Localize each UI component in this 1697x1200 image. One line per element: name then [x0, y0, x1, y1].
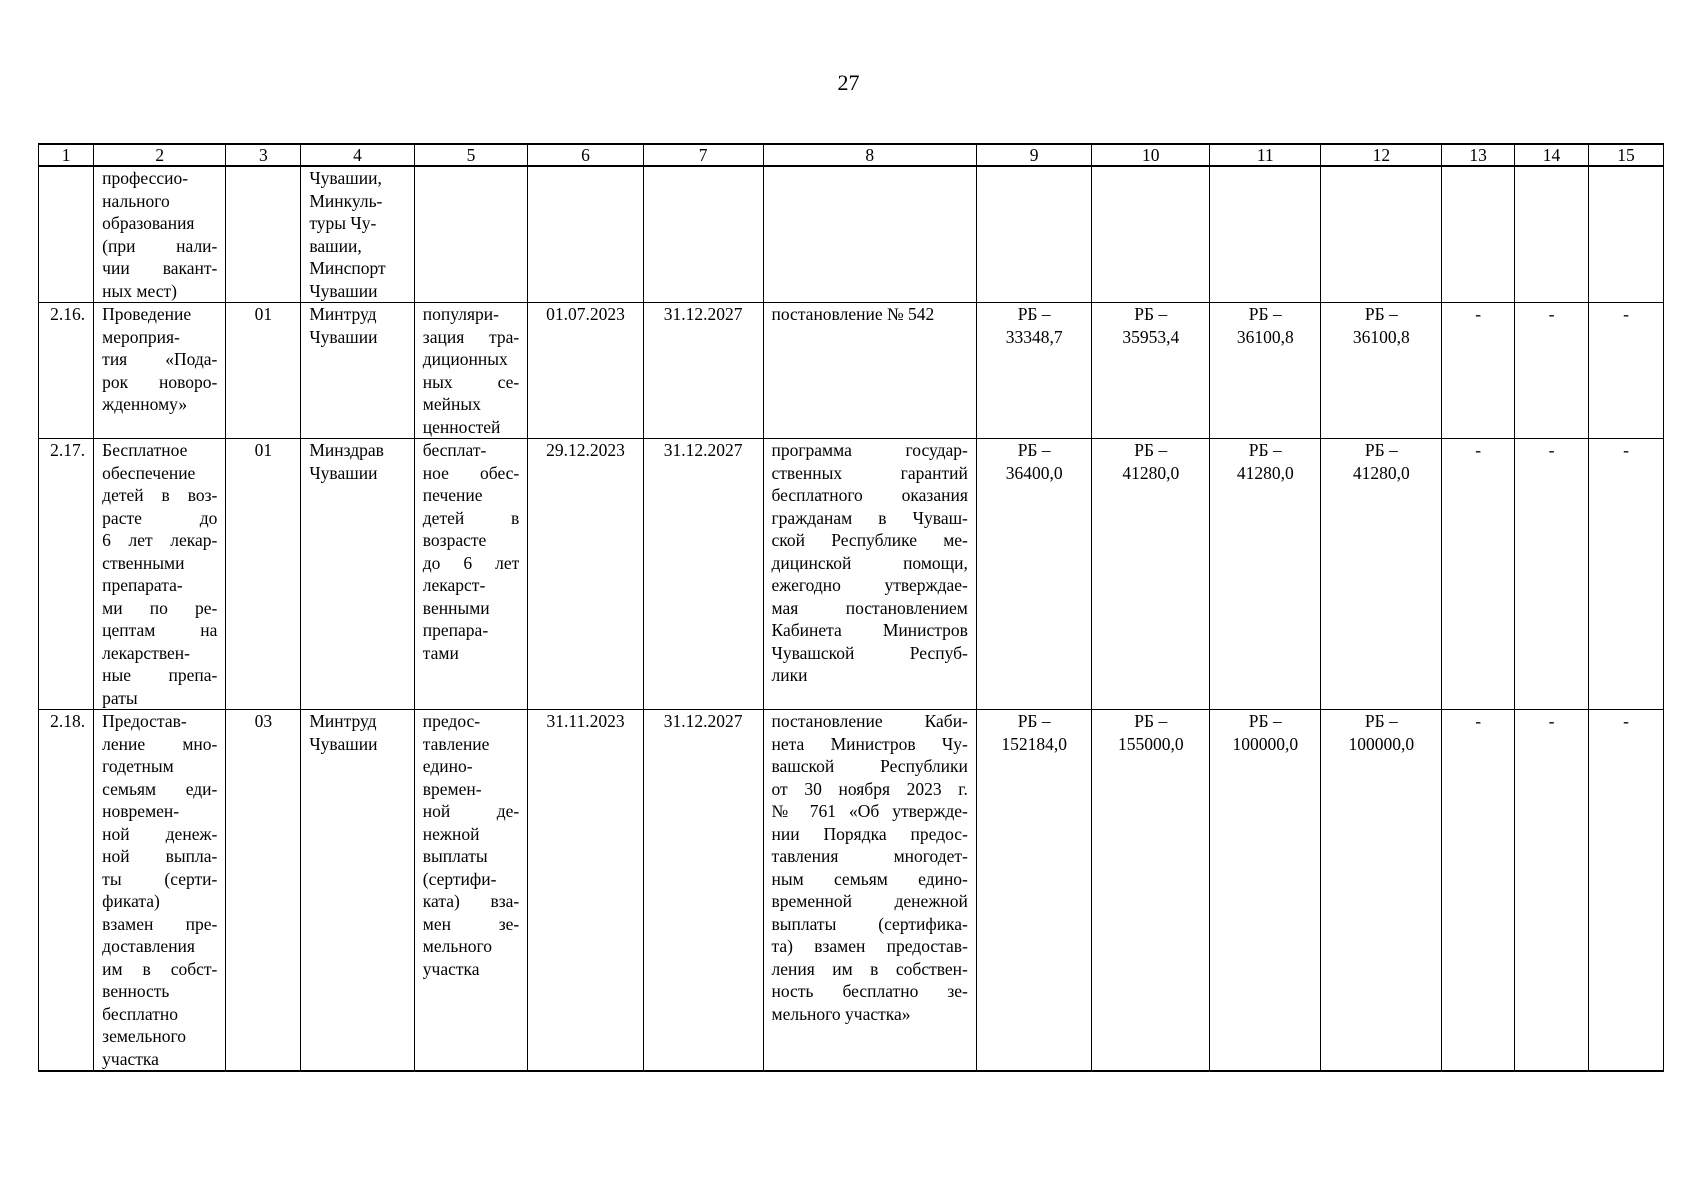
- funding-value: РБ –: [1017, 440, 1051, 460]
- expected-result-line: до 6 лет: [422, 552, 520, 573]
- header-cell: 4: [301, 144, 414, 166]
- funding-value: 41280,0: [1352, 462, 1410, 483]
- measure-name-line: (при нали-: [102, 235, 218, 256]
- expected-result-line: ное обес-: [422, 462, 520, 483]
- legal-document-line: постановление № 542: [771, 304, 935, 324]
- funding-v10: [1092, 439, 1210, 710]
- expected-result-line: нежной: [422, 823, 480, 844]
- funding-value: 41280,0: [1236, 462, 1294, 483]
- executor: [301, 166, 414, 303]
- legal-document-line: бесплатного оказания: [771, 485, 968, 505]
- expected-result-line: тами: [422, 642, 459, 663]
- expected-result-line: предос-: [422, 711, 481, 731]
- funding-v9: [976, 439, 1092, 710]
- measure-name-line: расте до: [102, 507, 218, 528]
- funding-value: РБ –: [1248, 304, 1282, 324]
- legal-document-line: ской Республике ме-: [771, 530, 968, 550]
- expected-result-line: препара-: [422, 620, 489, 640]
- funding-v12: [1321, 439, 1442, 710]
- measure-name-line: 6 лет лекар-: [102, 530, 218, 550]
- funding-value: 100000,0: [1348, 733, 1415, 754]
- funding-v13: -: [1442, 303, 1515, 439]
- funding-v9: [976, 710, 1092, 1072]
- funding-v10: [1092, 303, 1210, 439]
- measure-name-line: ми по ре-: [102, 597, 218, 618]
- legal-document-line: мельного участка»: [771, 1003, 911, 1024]
- measure-name-line: ты (серти-: [102, 868, 218, 889]
- funding-v11: [1210, 439, 1321, 710]
- executor: [301, 303, 414, 439]
- legal-document-line: постановление Каби-: [771, 711, 968, 731]
- executor-line: Минтруд: [309, 304, 377, 324]
- legal-document-line: временной денежной: [771, 891, 968, 911]
- expected-result: [414, 710, 527, 1072]
- measure-name: [94, 710, 226, 1072]
- funding-v11: [1210, 710, 1321, 1072]
- measure-name-line: земельного: [102, 1026, 187, 1046]
- funding-v12: [1321, 303, 1442, 439]
- funding-value: РБ –: [1248, 440, 1282, 460]
- funding-v15: -: [1588, 439, 1663, 710]
- funding-value: РБ –: [1364, 304, 1398, 324]
- funding-v15: -: [1588, 303, 1663, 439]
- measure-name-line: раты: [102, 687, 138, 708]
- funding-value: РБ –: [1134, 440, 1168, 460]
- header-cell: 15: [1588, 144, 1663, 166]
- funding-value: 100000,0: [1232, 733, 1299, 754]
- measure-name-line: взамен пре-: [102, 913, 218, 934]
- measure-name: [94, 439, 226, 710]
- header-cell: 14: [1515, 144, 1589, 166]
- funding-value: 41280,0: [1122, 462, 1180, 483]
- measure-name-line: ление мно-: [102, 733, 218, 754]
- funding-value: РБ –: [1134, 711, 1168, 731]
- measure-name-line: тия «Пода-: [102, 349, 218, 369]
- legal-document-line: нии Порядка предос-: [771, 823, 968, 844]
- legal-document-line: ежегодно утверждае-: [771, 575, 968, 595]
- expected-result-line: диционных: [422, 349, 508, 369]
- legal-document-line: дицинской помощи,: [771, 552, 968, 573]
- measure-name-line: ной выпла-: [102, 846, 218, 866]
- funding-v11: [1210, 166, 1321, 303]
- header-cell: 12: [1321, 144, 1442, 166]
- legal-document-line: тавления многодет-: [771, 846, 968, 866]
- legal-document: [763, 166, 976, 303]
- expected-result-line: ной де-: [422, 801, 520, 821]
- item-number: 2.16.: [39, 303, 94, 439]
- legal-document-line: ность бесплатно зе-: [771, 981, 968, 1001]
- legal-document-line: гражданам в Чуваш-: [771, 507, 968, 528]
- measures-table: [38, 143, 1664, 1072]
- expected-result-line: мельного: [422, 936, 492, 956]
- end-date: 31.12.2027: [643, 303, 763, 439]
- funding-value: 36100,8: [1352, 326, 1410, 347]
- end-date: 31.12.2027: [643, 710, 763, 1072]
- measure-name-line: профессио-: [102, 168, 189, 188]
- measure-name-line: Проведение: [102, 304, 192, 324]
- program-code: [226, 166, 301, 303]
- expected-result-line: едино-: [422, 756, 473, 776]
- legal-document-line: ственных гарантий: [771, 462, 968, 483]
- executor-line: Минкуль-: [309, 190, 383, 211]
- funding-v9: [976, 166, 1092, 303]
- start-date: [528, 166, 644, 303]
- expected-result-line: ценностей: [422, 416, 501, 437]
- measure-name-line: семьям еди-: [102, 778, 218, 799]
- funding-v10: [1092, 710, 1210, 1072]
- column-numbers-row: [39, 144, 1664, 166]
- executor-line: туры Чу-: [309, 213, 377, 233]
- measure-name-line: бесплатно: [102, 1003, 178, 1024]
- measure-name-line: годетным: [102, 756, 174, 776]
- expected-result-line: выплаты: [422, 846, 488, 866]
- funding-value: 36100,8: [1236, 326, 1294, 347]
- executor-line: вашии,: [309, 235, 362, 256]
- header-cell: 1: [39, 144, 94, 166]
- funding-v15: [1588, 166, 1663, 303]
- executor-line: Чувашии,: [309, 168, 382, 188]
- executor: [301, 710, 414, 1072]
- legal-document-line: Кабинета Министров: [771, 620, 968, 640]
- measure-name-line: рок новоро-: [102, 371, 218, 392]
- header-cell: 9: [976, 144, 1092, 166]
- funding-value: РБ –: [1134, 304, 1168, 324]
- expected-result-line: (сертифи-: [422, 868, 497, 889]
- measure-name-line: жденному»: [102, 394, 188, 414]
- measure-name: [94, 166, 226, 303]
- header-cell: 7: [643, 144, 763, 166]
- expected-result-line: мен зе-: [422, 913, 520, 934]
- funding-v9: [976, 303, 1092, 439]
- funding-value: РБ –: [1364, 440, 1398, 460]
- legal-document-line: та) взамен предостав-: [771, 936, 968, 956]
- expected-result: [414, 166, 527, 303]
- measure-name-line: цептам на: [102, 620, 218, 640]
- expected-result-line: венными: [422, 597, 490, 618]
- funding-v12: [1321, 710, 1442, 1072]
- expected-result-line: возрасте: [422, 530, 487, 550]
- funding-value: 36400,0: [1005, 462, 1063, 483]
- executor: [301, 439, 414, 710]
- measure-name-line: фиката): [102, 891, 160, 911]
- header-cell: 2: [94, 144, 226, 166]
- legal-document-line: ным семьям едино-: [771, 868, 968, 889]
- legal-document-line: мая постановлением: [771, 597, 968, 618]
- measure-name-line: Предостав-: [102, 711, 187, 731]
- funding-v10: [1092, 166, 1210, 303]
- item-number: [39, 166, 94, 303]
- legal-document: [763, 303, 976, 439]
- legal-document-line: лики: [771, 665, 808, 685]
- end-date: 31.12.2027: [643, 439, 763, 710]
- funding-v14: -: [1515, 303, 1589, 439]
- measure-name-line: нального: [102, 190, 170, 211]
- executor-line: Минспорт: [309, 258, 386, 278]
- measure-name: [94, 303, 226, 439]
- program-code: 03: [226, 710, 301, 1072]
- funding-value: РБ –: [1248, 711, 1282, 731]
- header-cell: 11: [1210, 144, 1321, 166]
- program-code: 01: [226, 439, 301, 710]
- item-number: 2.18.: [39, 710, 94, 1072]
- header-cell: 6: [528, 144, 644, 166]
- funding-v14: [1515, 166, 1589, 303]
- legal-document-line: ления им в собствен-: [771, 958, 968, 979]
- measure-name-line: препарата-: [102, 575, 183, 595]
- measure-name-line: Бесплатное: [102, 440, 188, 460]
- start-date: 29.12.2023: [528, 439, 644, 710]
- expected-result-line: лекарст-: [422, 575, 486, 595]
- program-code: 01: [226, 303, 301, 439]
- funding-value: 35953,4: [1122, 326, 1180, 347]
- expected-result-line: мейных: [422, 394, 481, 414]
- executor-line: Чувашии: [309, 733, 378, 754]
- legal-document-line: Чувашской Респуб-: [771, 642, 968, 663]
- legal-document-line: нета Министров Чу-: [771, 733, 968, 754]
- header-cell: 3: [226, 144, 301, 166]
- legal-document-line: программа государ-: [771, 440, 968, 460]
- header-cell: 5: [414, 144, 527, 166]
- header-cell: 13: [1442, 144, 1515, 166]
- legal-document-line: выплаты (сертифика-: [771, 913, 968, 934]
- executor-line: Минтруд: [309, 711, 377, 731]
- expected-result: [414, 439, 527, 710]
- funding-v13: -: [1442, 710, 1515, 1072]
- funding-v14: -: [1515, 439, 1589, 710]
- legal-document-line: № 761 «Об утвержде-: [771, 801, 968, 821]
- measure-name-line: венность: [102, 981, 170, 1001]
- expected-result-line: тавление: [422, 733, 490, 754]
- executor-line: Минздрав: [309, 440, 384, 460]
- legal-document-line: вашской Республики: [771, 756, 968, 776]
- executor-line: Чувашии: [309, 462, 378, 483]
- expected-result-line: зация тра-: [422, 326, 520, 347]
- executor-line: Чувашии: [309, 326, 378, 347]
- measure-name-line: новремен-: [102, 801, 180, 821]
- measure-name-line: ных мест): [102, 280, 177, 301]
- measure-name-line: мероприя-: [102, 326, 180, 347]
- start-date: 31.11.2023: [528, 710, 644, 1072]
- funding-value: 152184,0: [1001, 733, 1067, 754]
- funding-v12: [1321, 166, 1442, 303]
- table-row: [39, 710, 1664, 1072]
- expected-result: [414, 303, 527, 439]
- start-date: 01.07.2023: [528, 303, 644, 439]
- table-row: [39, 166, 1664, 303]
- header-cell: 8: [763, 144, 976, 166]
- expected-result-line: участка: [422, 958, 480, 979]
- measure-name-line: участка: [102, 1048, 159, 1069]
- measure-name-line: им в собст-: [102, 958, 218, 979]
- expected-result-line: бесплат-: [422, 440, 487, 460]
- funding-value: 155000,0: [1117, 733, 1184, 754]
- funding-value: РБ –: [1017, 304, 1051, 324]
- funding-v11: [1210, 303, 1321, 439]
- funding-v15: -: [1588, 710, 1663, 1072]
- table-row: [39, 439, 1664, 710]
- measure-name-line: ные препа-: [102, 665, 218, 685]
- measure-name-line: доставления: [102, 936, 195, 956]
- end-date: [643, 166, 763, 303]
- funding-value: РБ –: [1017, 711, 1051, 731]
- legal-document: [763, 710, 976, 1072]
- executor-line: Чувашии: [309, 280, 378, 301]
- funding-v14: -: [1515, 710, 1589, 1072]
- funding-v13: [1442, 166, 1515, 303]
- page-number: 27: [837, 70, 860, 95]
- table-row: [39, 303, 1664, 439]
- measure-name-line: чии вакант-: [102, 258, 218, 278]
- measure-name-line: лекарствен-: [102, 642, 190, 663]
- funding-value: 33348,7: [1005, 326, 1063, 347]
- measure-name-line: ственными: [102, 552, 185, 573]
- expected-result-line: ных се-: [422, 371, 520, 392]
- legal-document: [763, 439, 976, 710]
- expected-result-line: времен-: [422, 778, 482, 799]
- expected-result-line: популяри-: [422, 304, 499, 324]
- measure-name-line: детей в воз-: [102, 485, 218, 505]
- item-number: 2.17.: [39, 439, 94, 710]
- expected-result-line: детей в: [422, 507, 520, 528]
- funding-value: РБ –: [1364, 711, 1398, 731]
- expected-result-line: печение: [422, 485, 483, 505]
- measure-name-line: образования: [102, 213, 195, 233]
- legal-document-line: от 30 ноября 2023 г.: [771, 778, 968, 799]
- funding-v13: -: [1442, 439, 1515, 710]
- header-cell: 10: [1092, 144, 1210, 166]
- measure-name-line: обеспечение: [102, 462, 196, 483]
- measure-name-line: ной денеж-: [102, 823, 218, 844]
- expected-result-line: ката) вза-: [422, 891, 520, 911]
